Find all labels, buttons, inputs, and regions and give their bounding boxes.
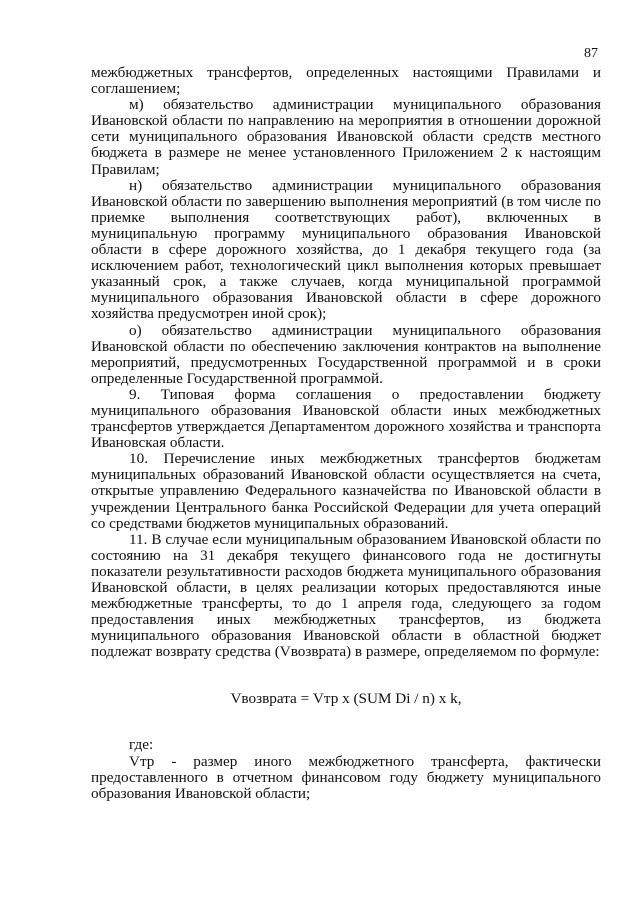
paragraph-10: 10. Перечисление иных межбюджетных трансфертов бюджетам муниципальных образований Ивановской области осуществляется на счета, открытые управлению Федерального казначейства по Ивановской области в учреждении Центрального банка Российской Федерации для учета операций со средствами бюджетов муниципальных образований.	[91, 450, 601, 532]
where-label: где:	[129, 735, 154, 753]
paragraph-item-n: н) обязательство администрации муниципального образования Ивановской области по завершению выполнения мероприятий (в том числе по приемке выполнения соответствующих работ), включенных в муниципальную программу муниципального образования Ивановской области в сфере дорожного хозяйства, до 1 декабря текущего года (за исключением работ, технологический цикл выполнения которых превышает указанный срок, а также случаев, когда муниципальной программой муниципального образования Ивановской области в сфере дорожного хозяйства предусмотрен иной срок);	[91, 176, 601, 323]
paragraph-11: 11. В случае если муниципальным образованием Ивановской области по состоянию на 31 декабря текущего финансового года не достигнуты показатели результативности расходов бюджета муниципального образования Ивановской области, в целях реализации которых предоставляются иные межбюджетные трансферты, то до 1 апреля года, следующего за годом предоставления иных межбюджетных трансфертов, из бюджета муниципального образования Ивановской области в областной бюджет подлежат возврату средства (Vвозврата) в размере, определяемом по формуле:	[91, 530, 601, 661]
definition-vtr: Vтр - размер иного межбюджетного трансферта, фактически предоставленного в отчетном финансовом году бюджету муниципального образования Ивановской области;	[91, 752, 601, 802]
page-number: 87	[584, 46, 598, 61]
paragraph-item-o: о) обязательство администрации муниципального образования Ивановской области по обеспечению заключения контрактов на выполнение мероприятий, предусмотренных Государственной программой и в сроки определенные Государственной программой.	[91, 321, 601, 387]
document-body	[91, 65, 601, 802]
paragraph-item-m: м) обязательство администрации муниципального образования Ивановской области по направлению на мероприятия в отношении дорожной сети муниципального образования Ивановской области средств местного бюджета в размере не менее установленного Приложением 2 к настоящим Правилам;	[91, 96, 601, 178]
paragraph-continuation: межбюджетных трансфертов, определенных настоящими Правилами и соглашением;	[91, 64, 601, 98]
paragraph-9: 9. Типовая форма соглашения о предоставлении бюджету муниципального образования Ивановской области иных межбюджетных трансфертов утверждается Департаментом дорожного хозяйства и транспорта Ивановская области.	[91, 385, 601, 452]
formula: Vвозврата = Vтр x (SUM Di / n) x k,	[230, 690, 462, 708]
